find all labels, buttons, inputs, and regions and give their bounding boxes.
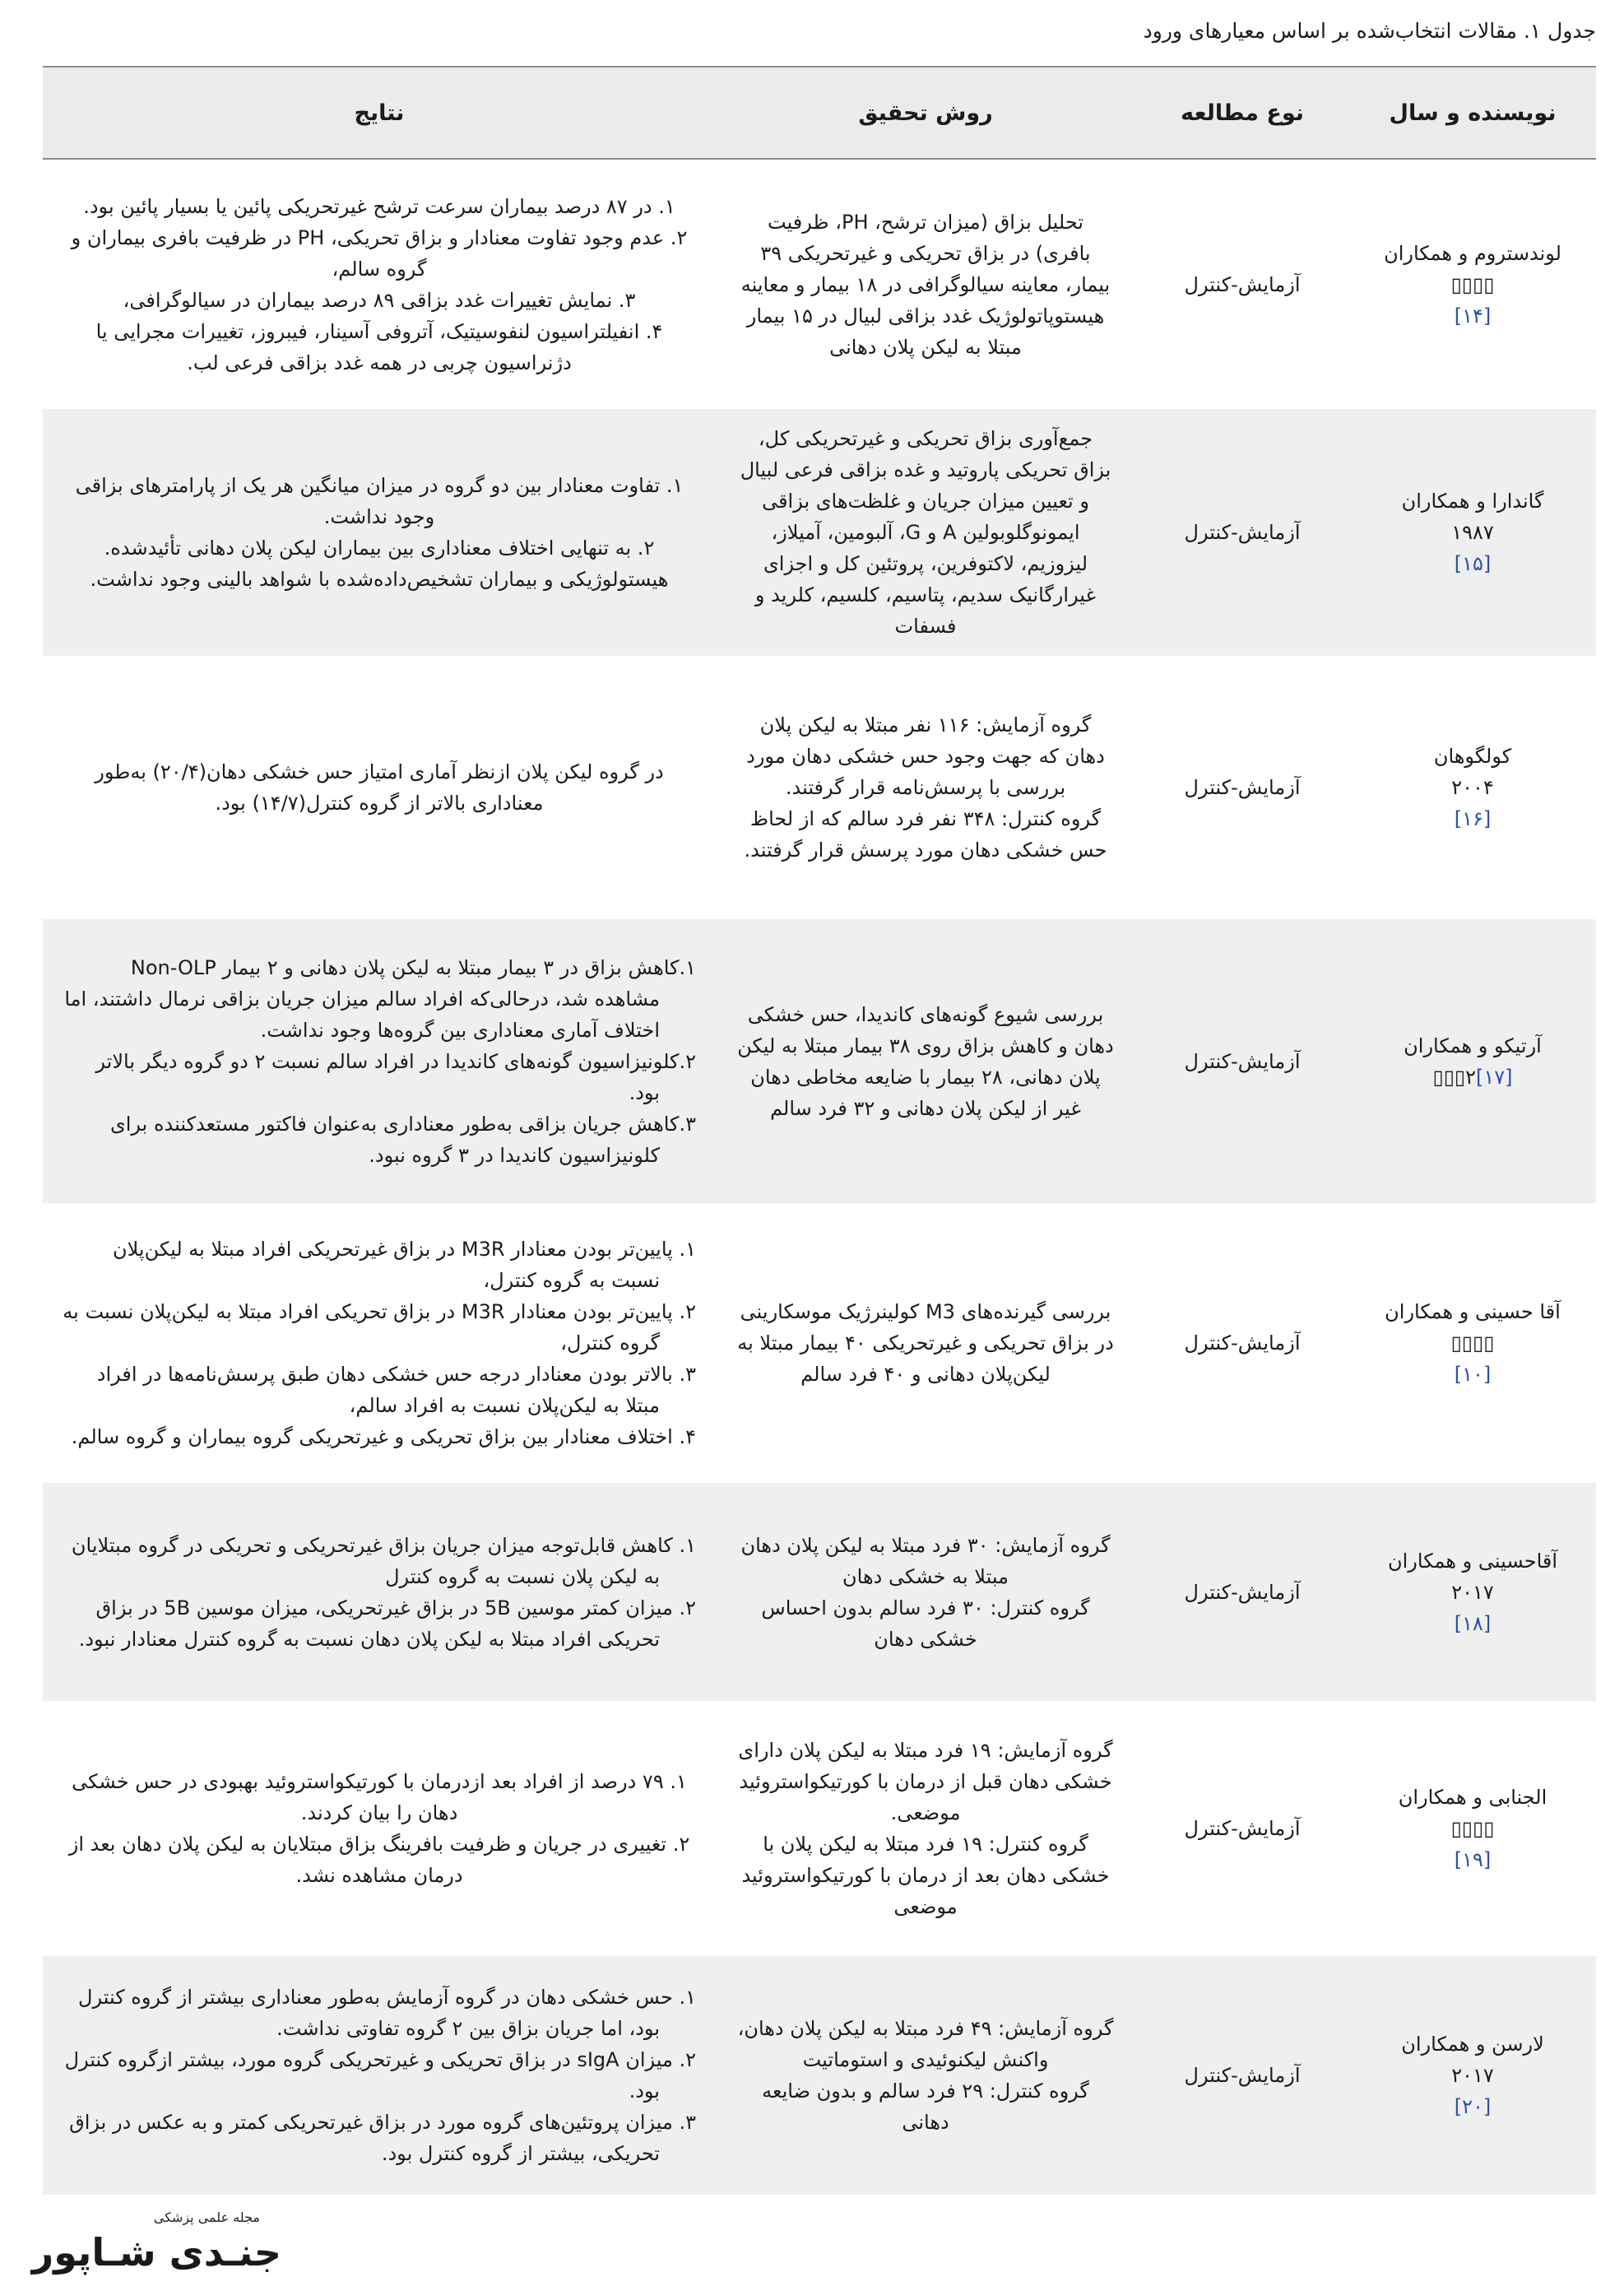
header-author-year: نویسنده و سال: [1389, 100, 1557, 126]
study-type-cell: [1135, 1701, 1349, 1956]
author-cell: [1349, 1483, 1596, 1701]
table-header: [43, 67, 1596, 160]
author-year: ۲۰۰۴: [1451, 776, 1494, 799]
results-cell: [43, 656, 716, 919]
study-type: آزمایش-کنترل: [1184, 521, 1301, 544]
study-type: آزمایش-کنترل: [1184, 2064, 1301, 2087]
author-cell: [1349, 1203, 1596, 1483]
result-item: ۲. به تنهایی اختلاف معناداری بین بیماران لیکن پلان دهانی تأئیدشده. هیستولوژیکی و بیماران تشخیص‌داده‌شده با شواهد بالینی وجود نداشت.: [90, 537, 669, 591]
method-paragraph: بررسی شیوع گونه‌های کاندیدا، حس خشکی دهان و کاهش بزاق روی ۳۸ بیمار مبتلا به لیکن پلان دهانی، ۲۸ بیمار با ضایعه مخاطی دهان غیر از لیکن پلان دهانی و ۳۲ فرد سالم: [737, 1002, 1114, 1120]
study-type-cell: [1135, 1203, 1349, 1483]
study-type: آزمایش-کنترل: [1184, 1049, 1301, 1073]
author-cell: [1349, 656, 1596, 919]
result-item: ۱. حس خشکی دهان در گروه آزمایش به‌طور معناداری بیشتر از گروه کنترل بود، اما جریان بزاق بین ۲ گروه تفاوتی نداشت.: [78, 1986, 696, 2040]
author-name: گاندارا و همکاران: [1401, 490, 1544, 513]
result-item: ۲. میزان sIgA در بزاق تحریکی و غیرتحریکی گروه مورد، بیشتر ازگروه کنترل بود.: [64, 2048, 696, 2103]
result-item: ۴. انفیلتراسیون لنفوسیتیک، آتروفی آسینار، فیبروز، تغییرات مجرایی یا دژنراسیون چربی در همه غدد بزاقی فرعی لب.: [95, 319, 663, 374]
author-name: آقا حسینی و همکاران: [1385, 1300, 1561, 1323]
result-item: ۱. در ۸۷ درصد بیماران سرعت ترشح غیرتحریکی پائین یا بسیار پائین بود.: [83, 194, 675, 218]
table-row: [43, 656, 1596, 919]
result-item: ۲. پایین‌تر بودن معنادار M3R در بزاق تحریکی افراد مبتلا به لیکن‌پلان نسبت به گروه کنترل،: [63, 1300, 696, 1355]
table-row: [43, 1203, 1596, 1483]
author-name: کولگوهان: [1433, 745, 1512, 768]
table-row: [43, 1701, 1596, 1956]
table-caption: جدول ۱. مقالات انتخاب‌شده بر اساس معیارهای ورود: [1143, 19, 1596, 43]
header-study-type: نوع مطالعه: [1181, 100, 1304, 126]
results-cell: [43, 1483, 716, 1701]
author-cell: [1349, 1956, 1596, 2195]
study-type: آزمایش-کنترل: [1184, 1580, 1301, 1604]
result-item: ۲.کلونیزاسیون گونه‌های کاندیدا در افراد سالم نسبت ۲ دو گروه دیگر بالاتر بود.: [95, 1049, 696, 1104]
method-paragraph: گروه آزمایش: ۴۹ فرد مبتلا به لیکن پلان دهان، واکنش لیکنوئیدی و استوماتیت: [737, 2017, 1114, 2071]
method-cell: [716, 1956, 1135, 2195]
study-type: آزمایش-کنترل: [1184, 1331, 1301, 1355]
results-cell: [43, 919, 716, 1203]
author-cell: [1349, 160, 1596, 409]
reference-link[interactable]: [۱۶]: [1454, 807, 1492, 830]
result-item: ۱.کاهش بزاق در ۳ بیمار مبتلا به لیکن پلان دهانی و ۲ بیمار Non-OLP مشاهده شد، درحالی‌که افراد سالم میزان جریان بزاقی نرمال داشتند، اما اختلاف آماری معناداری بین گروه‌ها وجود نداشت.: [64, 955, 696, 1042]
header-results: نتایج: [354, 100, 405, 126]
result-item: ۳.کاهش جریان بزاقی به‌طور معناداری به‌عنوان فاکتور مستعدکننده برای کلونیزاسیون کاندیدا در ۳ گروه نبود.: [109, 1112, 696, 1167]
method-paragraph: گروه کنترل: ۳۴۸ نفر فرد سالم که از لحاظ حس خشکی دهان مورد پرسش قرار گرفتند.: [744, 807, 1107, 862]
table-row: [43, 1483, 1596, 1701]
method-cell: [716, 1701, 1135, 1956]
author-name: آرتیکو و همکاران: [1404, 1034, 1542, 1057]
study-type-cell: [1135, 919, 1349, 1203]
method-cell: [716, 160, 1135, 409]
author-cell: [1349, 919, 1596, 1203]
method-cell: [716, 1203, 1135, 1483]
result-item: ۴. اختلاف معنادار بین بزاق تحریکی و غیرتحریکی گروه بیماران و گروه سالم.: [71, 1425, 696, 1448]
study-type-cell: [1135, 656, 1349, 919]
author-year: ▯▯▯▯: [1450, 272, 1495, 296]
author-cell: [1349, 1701, 1596, 1956]
study-type: آزمایش-کنترل: [1184, 272, 1301, 296]
author-year: ۲۰۱۷: [1451, 2064, 1494, 2087]
study-type-cell: [1135, 1483, 1349, 1701]
reference-link[interactable]: [۱۰]: [1454, 1363, 1492, 1386]
reference-link[interactable]: [۱۹]: [1454, 1848, 1492, 1871]
journal-logo-subtitle: مجله علمی پزشکی: [153, 2210, 260, 2225]
result-item: در گروه لیکن پلان ازنظر آماری امتیاز حس خشکی دهان(۲۰/۴) به‌طور معناداری بالاتر از گروه کنترل(۱۴/۷) بود.: [95, 760, 664, 815]
study-type-cell: [1135, 1956, 1349, 2195]
author-name: الجنابی و همکاران: [1398, 1786, 1547, 1809]
method-cell: [716, 409, 1135, 656]
header-research-method: روش تحقیق: [858, 100, 993, 126]
reference-link[interactable]: [۱۵]: [1454, 552, 1492, 575]
author-name: لارسن و همکاران: [1401, 2033, 1544, 2056]
result-item: ۲. تغییری در جریان و ظرفیت بافرینگ بزاق مبتلایان به لیکن پلان دهان بعد از درمان مشاهده نشد.: [68, 1833, 690, 1887]
author-year: ▯▯▯▯: [1450, 1331, 1495, 1355]
study-type-cell: [1135, 160, 1349, 409]
reference-link[interactable]: [۱۴]: [1454, 304, 1492, 328]
method-cell: [716, 919, 1135, 1203]
result-item: ۱. ۷۹ درصد از افراد بعد ازدرمان با کورتیکواستروئید بهبودی در حس خشکی دهان را بیان کردند.: [72, 1770, 687, 1824]
author-name: لوندستروم و همکاران: [1384, 241, 1561, 265]
study-type: آزمایش-کنترل: [1184, 1817, 1301, 1840]
result-item: ۱. کاهش قابل‌توجه میزان جریان بزاق غیرتحریکی و تحریکی در گروه مبتلایان به لیکن پلان نسبت به گروه کنترل: [71, 1533, 696, 1588]
result-item: ۳. میزان پروتئین‌های گروه مورد در بزاق غیرتحریکی کمتر و به عکس در بزاق تحریکی، بیشتر از گروه کنترل بود.: [69, 2111, 696, 2165]
table-row: [43, 919, 1596, 1203]
study-type: آزمایش-کنترل: [1184, 776, 1301, 799]
table-row: [43, 1956, 1596, 2195]
journal-logo-name: جنـدی شـاپور: [31, 2230, 281, 2275]
results-cell: [43, 409, 716, 656]
method-cell: [716, 656, 1135, 919]
articles-table: [43, 66, 1596, 2195]
author-cell: [1349, 409, 1596, 656]
method-paragraph: گروه آزمایش: ۳۰ فرد مبتلا به لیکن پلان دهان مبتلا به خشکی دهان: [740, 1533, 1111, 1588]
method-paragraph: تحلیل بزاق (میزان ترشح، PH، ظرفیت بافری) در بزاق تحریکی و غیرتحریکی ۳۹ بیمار، معاینه سیالوگرافی در ۱۸ بیمار و معاینه هیستوپاتولوژیک غدد بزاقی لبیال در ۱۵ بیمار مبتلا به لیکن پلان دهانی: [740, 210, 1111, 359]
author-year: ۲۰۱۷: [1451, 1580, 1494, 1604]
author-year: ۱۹۸۷: [1451, 521, 1494, 544]
results-cell: [43, 160, 716, 409]
result-item: ۱. پایین‌تر بودن معنادار M3R در بزاق غیرتحریکی افراد مبتلا به لیکن‌پلان نسبت به گروه کنترل،: [112, 1238, 696, 1292]
reference-link[interactable]: [۱۷]: [1476, 1065, 1513, 1089]
results-cell: [43, 1956, 716, 2195]
table-row: [43, 409, 1596, 656]
author-year: ۲▯▯▯: [1432, 1065, 1476, 1089]
method-paragraph: بررسی گیرنده‌های M3 کولینرژیک موسکارینی در بزاق تحریکی و غیرتحریکی ۴۰ بیمار مبتلا به لیکن‌پلان دهانی و ۴۰ فرد سالم: [737, 1300, 1114, 1386]
method-paragraph: گروه آزمایش: ۱۱۶ نفر مبتلا به لیکن پلان دهان که جهت وجود حس خشکی دهان مورد بررسی با پرسش‌نامه قرار گرفتند.: [746, 713, 1105, 799]
reference-link[interactable]: [۲۰]: [1454, 2095, 1492, 2118]
method-paragraph: گروه کنترل: ۳۰ فرد سالم بدون احساس خشکی دهان: [761, 1596, 1090, 1651]
method-paragraph: گروه کنترل: ۱۹ فرد مبتلا به لیکن پلان با خشکی دهان بعد از درمان با کورتیکواستروئید موضعی: [741, 1833, 1110, 1918]
reference-link[interactable]: [۱۸]: [1454, 1611, 1492, 1635]
result-item: ۳. بالاتر بودن معنادار درجه حس خشکی دهان طبق پرسش‌نامه‌ها در افراد مبتلا به لیکن‌پلان نسبت به افراد سالم،: [96, 1363, 696, 1417]
result-item: ۲. عدم وجود تفاوت معنادار و بزاق تحریکی، PH در ظرفیت بافری بیماران و گروه سالم،: [71, 225, 688, 281]
method-cell: [716, 1483, 1135, 1701]
table-row: [43, 160, 1596, 409]
result-item: ۲. میزان کمتر موسین 5B در بزاق غیرتحریکی، میزان موسین 5B در بزاق تحریکی افراد مبتلا به لیکن پلان دهان نسبت به گروه کنترل معنادار نبود.: [78, 1596, 696, 1651]
results-cell: [43, 1701, 716, 1956]
method-paragraph: گروه کنترل: ۲۹ فرد سالم و بدون ضایعه دهانی: [762, 2080, 1089, 2134]
author-year-line: [1432, 1062, 1512, 1093]
method-paragraph: گروه آزمایش: ۱۹ فرد مبتلا به لیکن پلان دارای خشکی دهان قبل از درمان با کورتیکواستروئید موضعی.: [738, 1739, 1113, 1824]
journal-logo: [31, 2209, 281, 2284]
result-item: ۳. نمایش تغییرات غدد بزاقی ۸۹ درصد بیماران در سیالوگرافی،: [123, 288, 636, 312]
study-type-cell: [1135, 409, 1349, 656]
results-cell: [43, 1203, 716, 1483]
author-year: ▯▯▯▯: [1450, 1817, 1495, 1840]
method-paragraph: جمع‌آوری بزاق تحریکی و غیرتحریکی کل، بزاق تحریکی پاروتید و غده بزاقی فرعی لبیال و تعیین میزان جریان و غلظت‌های بزاقی ایمونوگلوبولین A و G، آلبومین، آمیلاز، لیزوزیم، لاکتوفرین، پروتئین کل و اجزای غیرارگانیک سدیم، پتاسیم، کلسیم، کلرید و فسفات: [740, 427, 1111, 638]
result-item: ۱. تفاوت معنادار بین دو گروه در میزان میانگین هر یک از پارامترهای بزاقی وجود نداشت.: [75, 474, 684, 528]
author-name: آقاحسینی و همکاران: [1388, 1549, 1558, 1573]
